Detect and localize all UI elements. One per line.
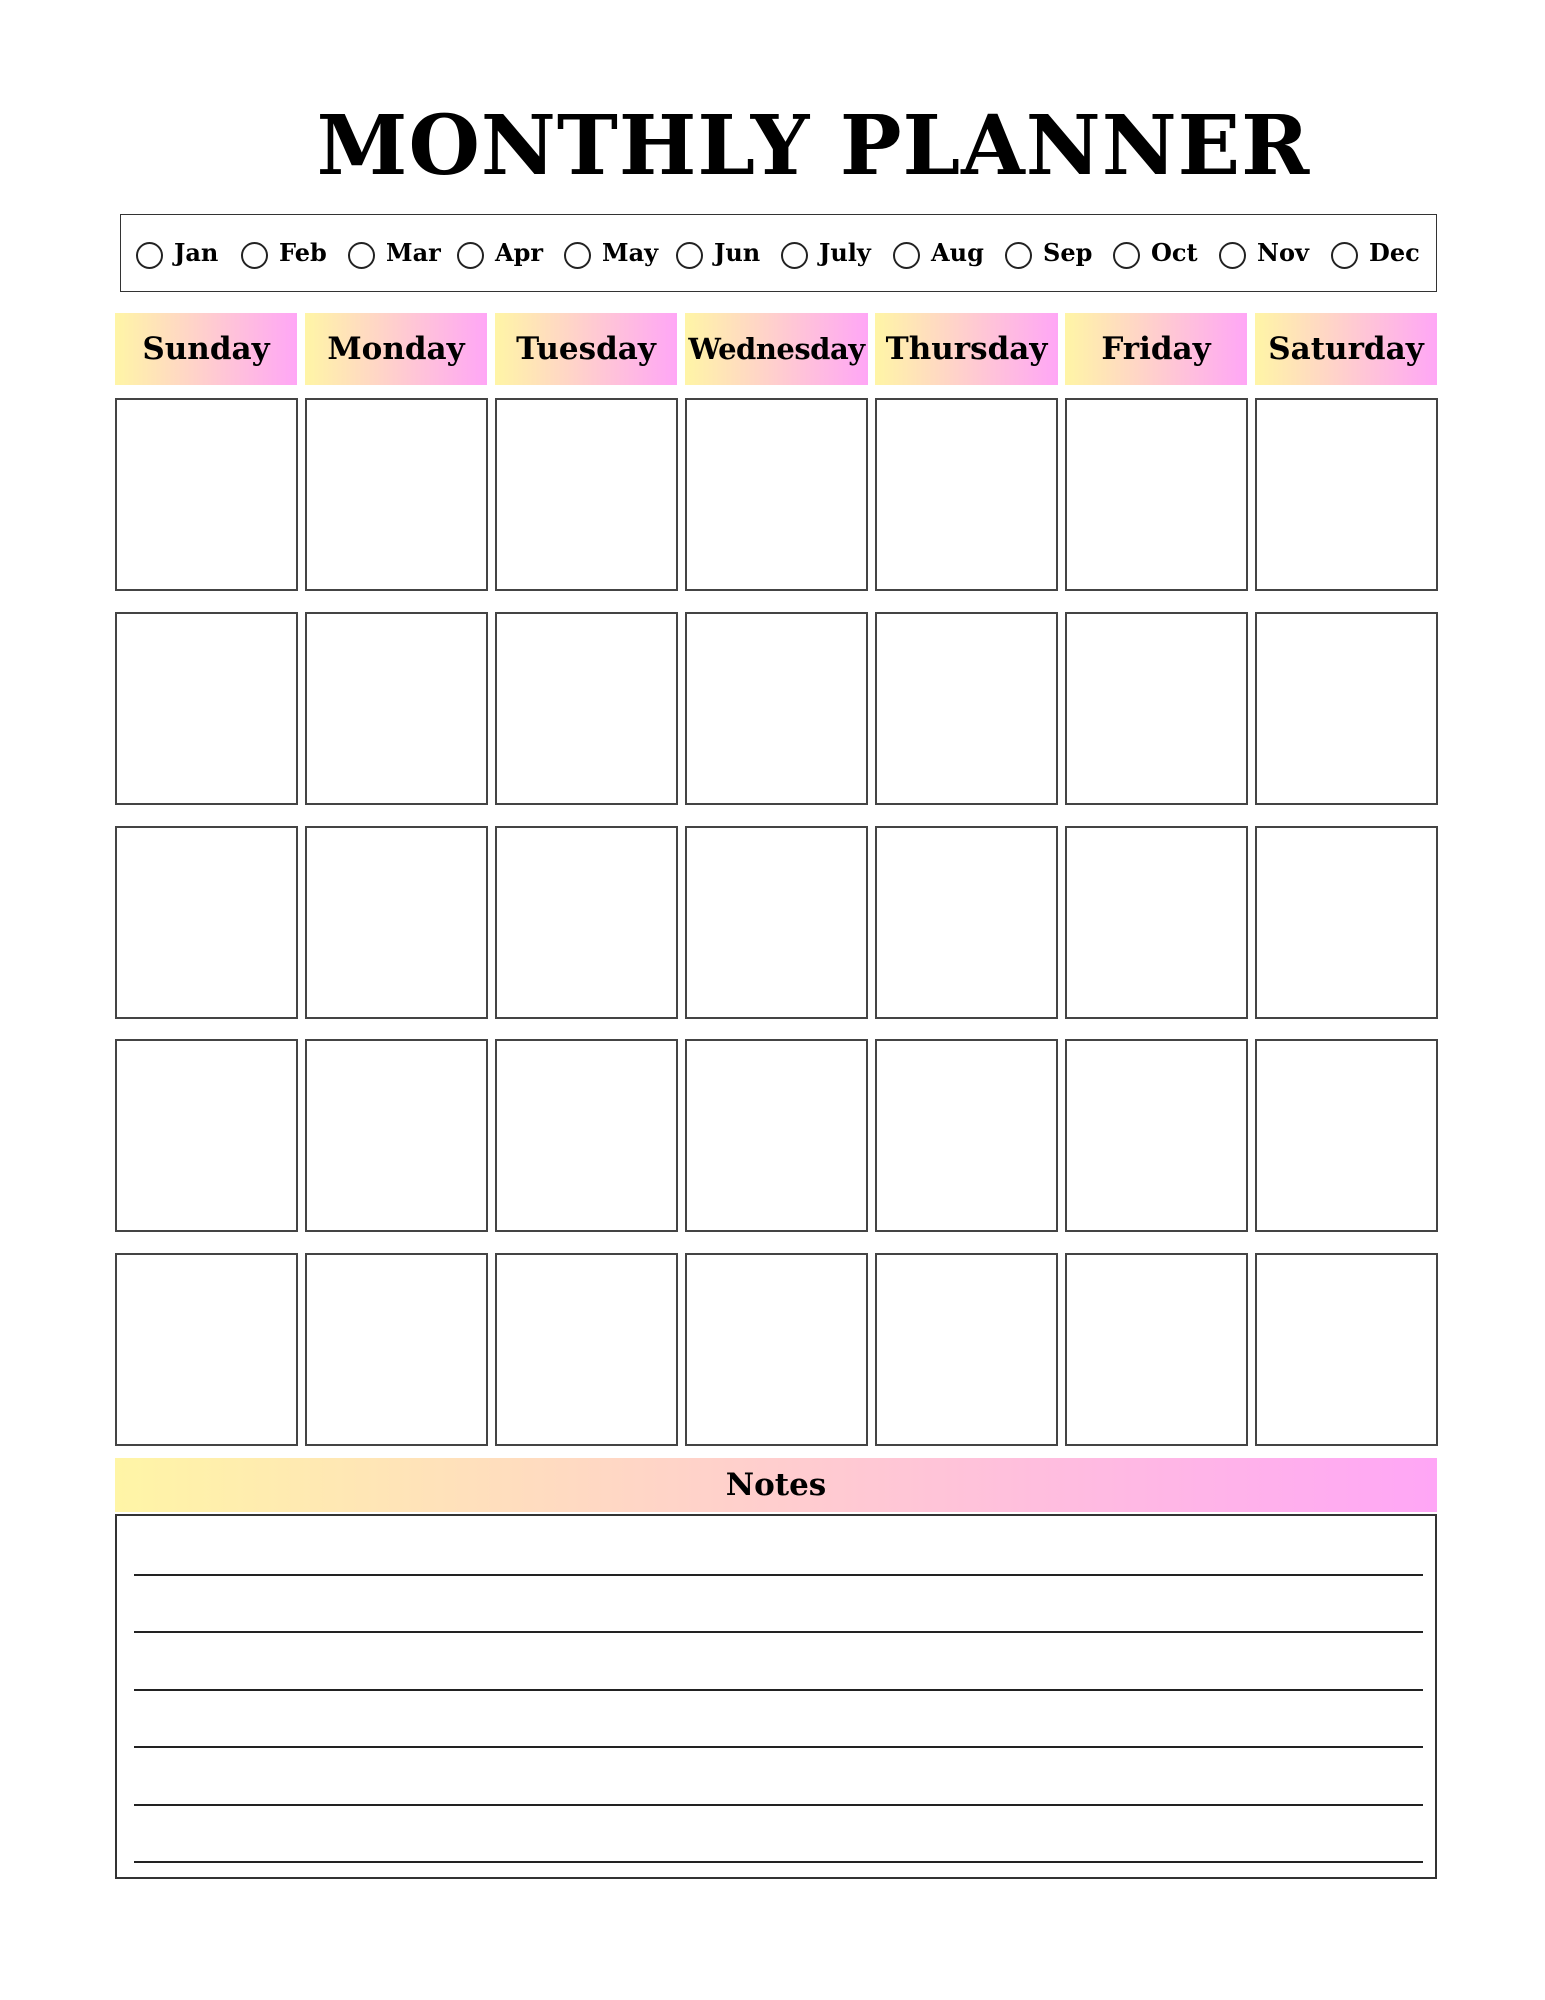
month-label: Apr — [495, 238, 544, 267]
day-cell[interactable] — [495, 1039, 678, 1232]
weekday-header-tuesday: Tuesday — [495, 313, 677, 385]
weekday-header-sunday: Sunday — [115, 313, 297, 385]
month-label: Oct — [1151, 238, 1198, 267]
month-radio-mar[interactable] — [348, 242, 375, 269]
month-label: Sep — [1043, 238, 1093, 267]
month-option-oct[interactable] — [1113, 215, 1198, 290]
month-label: July — [819, 238, 871, 267]
day-cell[interactable] — [305, 826, 488, 1019]
month-option-mar[interactable] — [348, 215, 441, 290]
day-cell[interactable] — [495, 1253, 678, 1446]
month-option-may[interactable] — [564, 215, 658, 290]
month-radio-feb[interactable] — [241, 242, 268, 269]
month-radio-apr[interactable] — [457, 242, 484, 269]
note-line — [134, 1631, 1423, 1633]
day-cell[interactable] — [685, 1253, 868, 1446]
day-cell[interactable] — [1255, 398, 1438, 591]
day-cell[interactable] — [305, 398, 488, 591]
day-cell[interactable] — [1255, 1039, 1438, 1232]
month-option-nov[interactable] — [1219, 215, 1309, 290]
month-option-feb[interactable] — [241, 215, 327, 290]
day-cell[interactable] — [1065, 612, 1248, 805]
day-cell[interactable] — [495, 398, 678, 591]
month-option-sep[interactable] — [1005, 215, 1092, 290]
notes-area[interactable] — [115, 1514, 1437, 1879]
month-radio-jun[interactable] — [676, 242, 703, 269]
day-cell[interactable] — [305, 1039, 488, 1232]
page-title: MONTHLY PLANNER — [316, 98, 1311, 194]
month-radio-dec[interactable] — [1331, 242, 1358, 269]
month-option-aug[interactable] — [893, 215, 984, 290]
month-radio-may[interactable] — [564, 242, 591, 269]
note-line — [134, 1804, 1423, 1806]
day-cell[interactable] — [495, 612, 678, 805]
day-cell[interactable] — [115, 826, 298, 1019]
day-cell[interactable] — [495, 826, 678, 1019]
month-label: Aug — [931, 238, 984, 267]
month-radio-july[interactable] — [781, 242, 808, 269]
day-cell[interactable] — [875, 398, 1058, 591]
month-radio-sep[interactable] — [1005, 242, 1032, 269]
month-radio-jan[interactable] — [136, 242, 163, 269]
note-line — [134, 1574, 1423, 1576]
month-radio-aug[interactable] — [893, 242, 920, 269]
month-option-jun[interactable] — [676, 215, 760, 290]
month-label: May — [602, 238, 659, 267]
day-cell[interactable] — [305, 612, 488, 805]
day-cell[interactable] — [1255, 612, 1438, 805]
month-option-apr[interactable] — [457, 215, 543, 290]
day-cell[interactable] — [875, 1039, 1058, 1232]
day-cell[interactable] — [685, 826, 868, 1019]
day-cell[interactable] — [1065, 1039, 1248, 1232]
day-cell[interactable] — [1255, 826, 1438, 1019]
day-cell[interactable] — [875, 826, 1058, 1019]
day-cell[interactable] — [685, 1039, 868, 1232]
day-cell[interactable] — [115, 1253, 298, 1446]
month-radio-oct[interactable] — [1113, 242, 1140, 269]
weekday-header-monday: Monday — [305, 313, 487, 385]
weekday-header-saturday: Saturday — [1255, 313, 1437, 385]
month-selector — [120, 214, 1437, 292]
day-cell[interactable] — [115, 398, 298, 591]
month-option-jan[interactable] — [136, 215, 218, 290]
weekday-header-thursday: Thursday — [875, 313, 1058, 385]
day-cell[interactable] — [685, 398, 868, 591]
day-cell[interactable] — [115, 612, 298, 805]
month-label: Jan — [174, 238, 219, 267]
month-label: Jun — [714, 238, 761, 267]
note-line — [134, 1861, 1423, 1863]
day-cell[interactable] — [1065, 1253, 1248, 1446]
day-cell[interactable] — [1255, 1253, 1438, 1446]
month-label: Nov — [1257, 238, 1309, 267]
day-cell[interactable] — [875, 612, 1058, 805]
weekday-header-friday: Friday — [1065, 313, 1247, 385]
weekday-header-wednesday: Wednesday — [685, 313, 868, 385]
note-line — [134, 1689, 1423, 1691]
notes-header: Notes — [115, 1458, 1437, 1512]
day-cell[interactable] — [1065, 826, 1248, 1019]
day-cell[interactable] — [115, 1039, 298, 1232]
day-cell[interactable] — [875, 1253, 1058, 1446]
month-option-july[interactable] — [781, 215, 871, 290]
month-radio-nov[interactable] — [1219, 242, 1246, 269]
day-cell[interactable] — [305, 1253, 488, 1446]
month-option-dec[interactable] — [1331, 215, 1420, 290]
day-cell[interactable] — [685, 612, 868, 805]
note-line — [134, 1746, 1423, 1748]
month-label: Feb — [279, 238, 327, 267]
day-cell[interactable] — [1065, 398, 1248, 591]
month-label: Dec — [1369, 238, 1420, 267]
month-label: Mar — [386, 238, 441, 267]
